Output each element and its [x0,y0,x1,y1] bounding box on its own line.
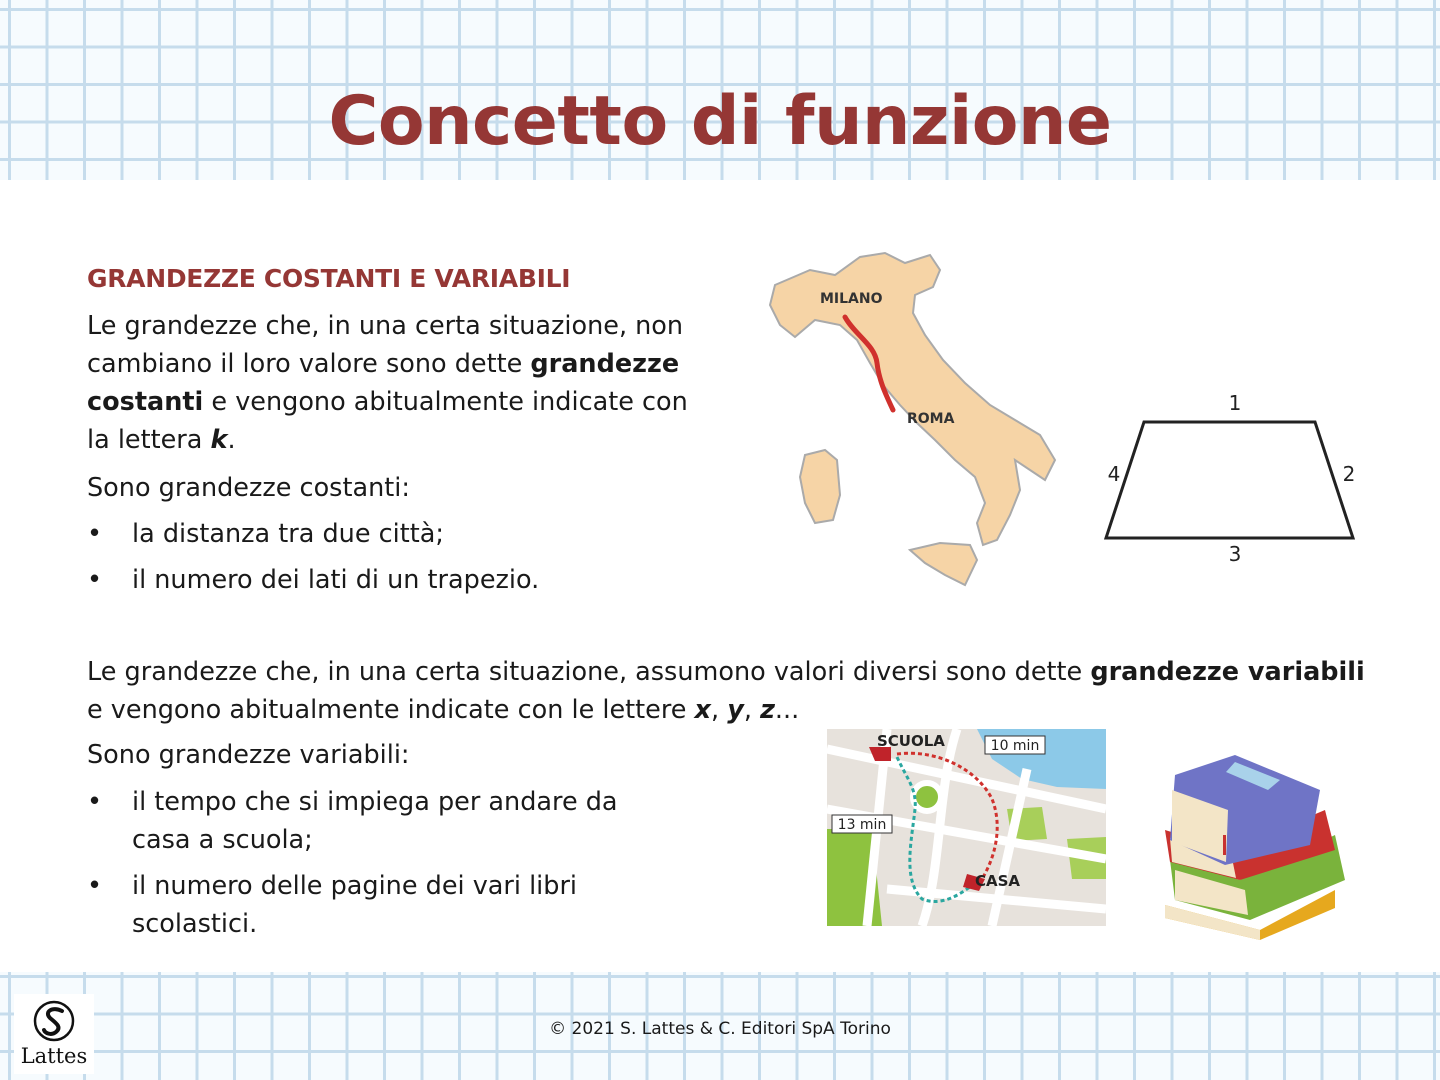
sicily-shape [910,543,977,585]
logo-wordmark: Lattes [20,1044,88,1068]
bold-term: grandezze variabili [1090,657,1365,687]
time-label-13-min: 13 min [837,817,887,833]
italic-letter: x [694,695,711,725]
bold-term: grandezze costanti [87,349,680,417]
text-segment: e vengono abitualmente indicate con le lettere [87,695,695,725]
list-item [87,561,539,599]
page-title: Concetto di funzione [328,82,1112,161]
roundabout [913,783,941,811]
trapezoid-side-label-bottom: 3 [1228,542,1242,566]
bullet-dot: • [87,787,103,817]
city-route-map-illustration [827,729,1106,926]
variables-list-intro: Sono grandezze variabili: [87,740,410,770]
text-segment: , [743,695,761,725]
constants-list-intro: Sono grandezze costanti: [87,473,410,503]
text-segment: Le grandezze che, in una certa situazione, non cambiano il loro valore sono dette [87,311,684,379]
text-segment: , [711,695,728,725]
text-segment: ... [774,695,800,725]
trapezoid-shape [1106,422,1353,538]
text-segment: Le grandezze che, in una certa situazione, assumono valori diversi sono dette [87,657,1091,687]
variables-definition [87,653,1377,729]
map-label-school: SCUOLA [877,732,945,750]
bullet-dot: • [87,565,103,595]
italic-letter: k [210,425,228,455]
trapezoid-illustration [1095,385,1365,570]
copyright-notice: © 2021 S. Lattes & C. Editori SpA Torino [549,1019,891,1039]
italy-map-illustration [765,245,1065,595]
list-item-text: la distanza tra due città; [132,519,444,549]
list-item [87,515,539,553]
list-item [87,783,647,859]
bullet-dot: • [87,871,103,901]
map-label-roma: ROMA [907,411,955,427]
variables-list [87,783,647,951]
sardinia-shape [800,450,840,523]
bullet-dot: • [87,519,103,549]
map-label-milano: MILANO [820,291,883,307]
list-item-text: il tempo che si impiega per andare da casa a scuola; [132,787,618,855]
list-item [87,867,647,943]
list-item-text: il numero delle pagine dei vari libri scolastici. [132,871,578,939]
text-segment: e vengono abitualmente indicate con la lettera [87,387,688,455]
list-item-text: il numero dei lati di un trapezio. [132,565,540,595]
italic-letter: z [760,695,775,725]
trapezoid-side-label-top: 1 [1228,391,1242,415]
book-stack-illustration [1160,750,1350,942]
time-label-10-min: 10 min [990,738,1040,754]
section-heading: GRANDEZZE COSTANTI E VARIABILI [87,264,571,293]
constants-definition [87,307,707,459]
trapezoid-side-label-left: 4 [1107,462,1121,486]
map-label-home: CASA [975,872,1021,890]
text-segment: . [227,425,236,455]
italic-letter: y [727,695,744,725]
constants-list [87,515,539,607]
trapezoid-side-label-right: 2 [1342,462,1356,486]
bookmark-ribbon [1223,835,1226,855]
